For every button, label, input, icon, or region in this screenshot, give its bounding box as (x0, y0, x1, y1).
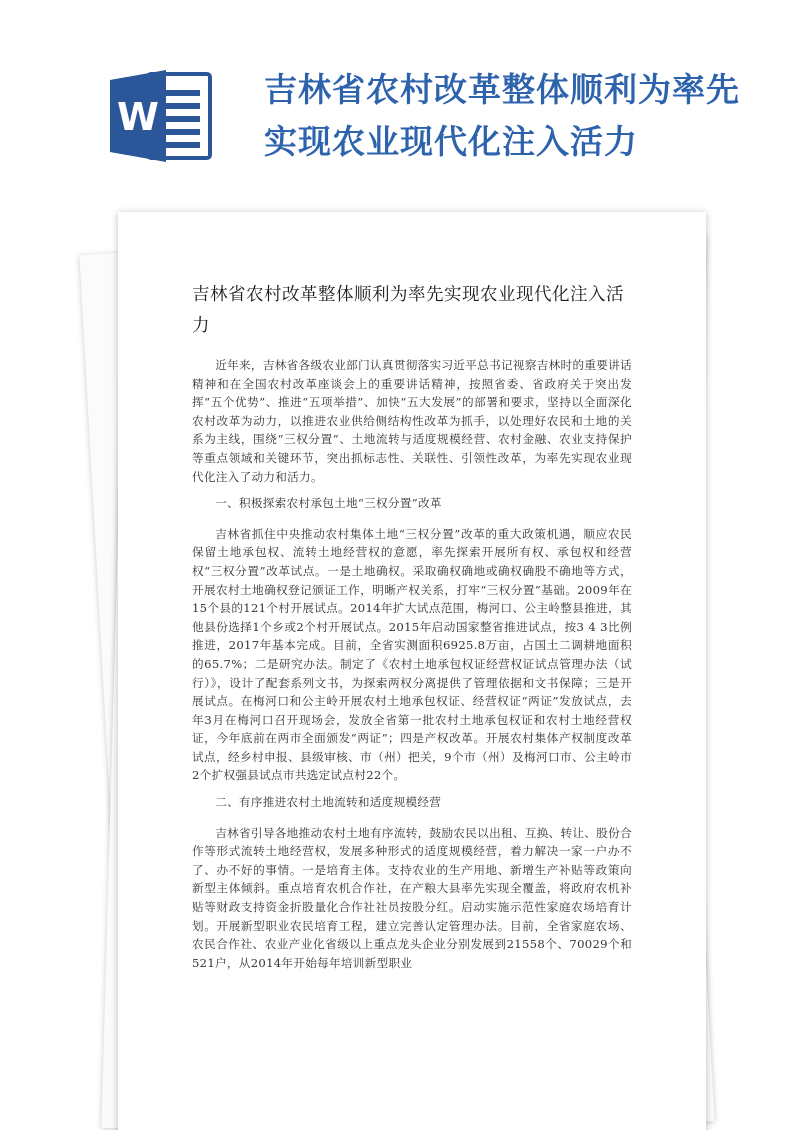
document-page (118, 212, 706, 1130)
svg-text:W: W (117, 95, 159, 139)
page-header (0, 0, 800, 210)
section-2-paragraph: 吉林省引导各地推动农村土地有序流转，鼓励农民以出租、互换、转让、股份合作等形式流转土地经营权，发展多种形式的适度规模经营，着力解决一家一户办不了、办不好的事情。一是培育主体。支持农业的生产用地、新增生产补贴等政策向新型主体倾斜。重点培育农机合作社，在产粮大县率先实现全覆盖，将政府农机补贴等财政支持资金折股量化合作社社员按股分红。启动实施示范性家庭农场培育计划。开展新型职业农民培育工程，建立完善认定管理办法。目前，全省家庭农场、农民合作社、农业产业化省级以上重点龙头企业分别发展到21558个、70029个和521户，从2014年开始每年培训新型职业 (192, 825, 632, 970)
section-heading-2: 二、有序推进农村土地流转和适度规模经营 (215, 795, 442, 810)
header-title: 吉林省农村改革整体顺利为率先实现农业现代化注入活力 (264, 70, 740, 161)
document-title: 吉林省农村改革整体顺利为率先实现农业现代化注入活力 (192, 285, 624, 336)
word-document-icon (108, 66, 218, 166)
intro-paragraph: 近年来，吉林省各级农业部门认真贯彻落实习近平总书记视察吉林时的重要讲话精神和在全国农村改革座谈会上的重要讲话精神，按照省委、省政府关于突出发挥“五个优势”、推进“五项举措”、加快“五大发展”的部署和要求，坚持以全面深化农村改革为动力，以推进农业供给侧结构性改革为抓手，以处理好农民和土地的关系为主线，围绕“三权分置”、土地流转与适度规模经营、农村金融、农业支持保护等重点领域和关键环节，突出抓标志性、关联性、引领性改革，为率先实现农业现代化注入了动力和活力。 (192, 358, 632, 484)
section-heading-1: 一、积极探索农村承包土地“三权分置”改革 (215, 496, 442, 511)
section-1-paragraph: 吉林省抓住中央推动农村集体土地“三权分置”改革的重大政策机遇，顺应农民保留土地承包权、流转土地经营权的意愿，率先探索开展所有权、承包权和经营权“三权分置”改革试点。一是土地确权。采取确权确地或确权确股不确地等方式，开展农村土地确权登记颁证工作，明晰产权关系，打牢“三权分置”基础。2009年在15个县的121个村开展试点。2014年扩大试点范围，梅河口、公主岭整县推进，其他县份选择1个乡或2个村开展试点。2015年启动国家整省推进试点，按3 4 3比例推进，2017年基本完成。目前，全省实测面积6925.8万亩，占国土二调耕地面积的65.7%；二是研究办法。制定了《农村土地承包权证经营权证试点管理办法（试行）》，设计了配套系列文书，为探索两权分离提供了管理依据和文书保障；三是开展试点。在梅河口和公主岭开展农村土地承包权证、经营权证“两证”发放试点，去年3月在梅河口召开现场会，发放全省第一批农村土地承包权证和农村土地经营权证，今年底前在两市全面颁发“两证”；四是产权改革。开展农村集体产权制度改革试点，经乡村申报、县级审核、市（州）把关，9个市（州）及梅河口市、公主岭市2个扩权强县试点市共选定试点村22个。 (192, 526, 632, 783)
